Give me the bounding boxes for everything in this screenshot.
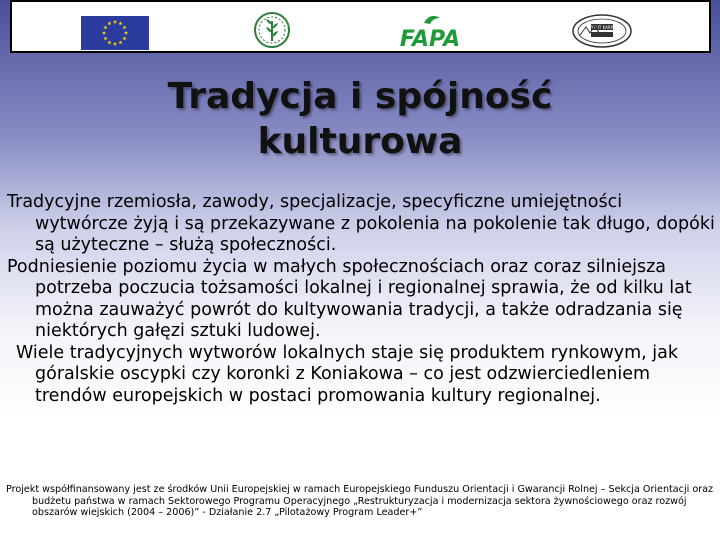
instytut-karpacki-logo bbox=[571, 13, 633, 49]
body-text bbox=[7, 192, 715, 407]
instytut-logo-text: INSTYTUT KARPACKI bbox=[581, 25, 623, 30]
eu-flag-icon bbox=[81, 16, 149, 50]
fapa-logo bbox=[384, 14, 476, 49]
logo-bar bbox=[10, 0, 711, 53]
fapa-logo-text: FAPA bbox=[399, 27, 461, 49]
wheat-emblem-icon bbox=[253, 11, 291, 49]
slide-title-line-1: Tradycja i spójność bbox=[167, 76, 553, 117]
paragraph-1: Tradycyjne rzemiosła, zawody, specjalizacje, specyficzne umiejętności wytwórcze żyją i są przekazywane z pokolenia na pokolenie tak długo, dopóki są użyteczne – służą społeczności. bbox=[7, 192, 715, 255]
slide-title bbox=[0, 74, 720, 164]
funding-footer: Projekt współfinansowany jest ze środków Unii Europejskiej w ramach Europejskiego Funduszu Orientacji i Gwarancji Rolnej – Sekcja Orientacji oraz budżetu państwa w ramach Sektorowego Programu Operacyjnego „Restrukturyzacja i modernizacja sektora żywnościowego oraz rozwój obszarów wiejskich (2004 – 2006)” - Działanie 2.7 „Pilotażowy Program Leader+” bbox=[6, 484, 714, 518]
slide-title-line-2: kulturowa bbox=[257, 121, 463, 162]
paragraph-3: Wiele tradycyjnych wytworów lokalnych staje się produktem rynkowym, jak góralskie oscypki czy koronki z Koniakowa – co jest odzwierciedleniem trendów europejskich w postaci promowania kultury regionalnej. bbox=[16, 342, 679, 406]
paragraph-2: Podniesienie poziomu życia w małych społecznościach oraz coraz silniejsza potrzeba poczucia tożsamości lokalnej i regionalnej sprawia, że od kilku lat można zauważyć powrót do kultywowania tradycji, a także odradzania się niektórych gałęzi sztuki ludowej. bbox=[7, 256, 692, 341]
